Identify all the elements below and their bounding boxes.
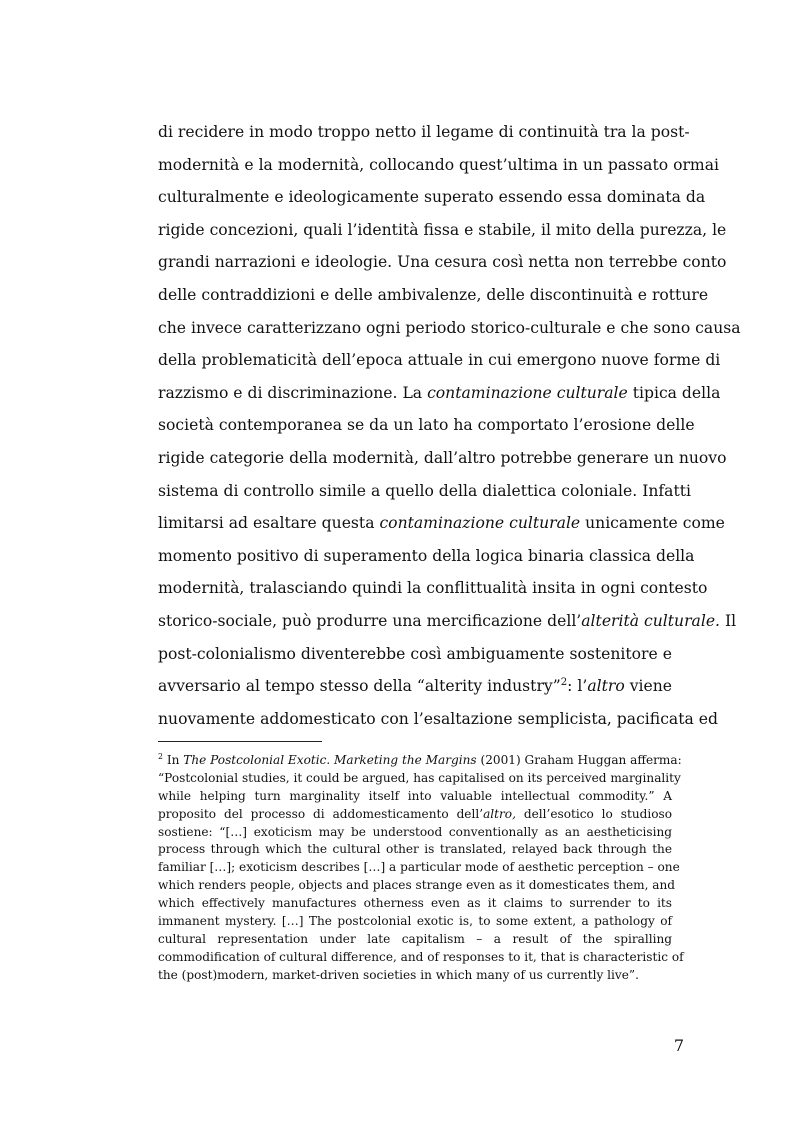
italic-term: contaminazione culturale — [379, 514, 581, 533]
body-line: società contemporanea se da un lato ha comportato l’erosione delle — [158, 416, 695, 435]
italic-term: contaminazione culturale — [427, 383, 628, 402]
body-line: delle contraddizioni e delle ambivalenze, delle discontinuità e rotture — [158, 285, 709, 304]
body-line: modernità e la modernità, collocando quest’ultima in un passato ormai — [158, 155, 719, 174]
body-text-run: unicamente come — [580, 514, 725, 533]
footnote-line — [158, 806, 672, 824]
page-number: 7 — [673, 1036, 684, 1055]
footnote-line: while helping turn marginality itself into valuable intellectual commodity.” A — [158, 788, 672, 803]
footnote-line: familiar […]; exoticism describes […] a particular mode of aesthetic perception – one — [158, 860, 680, 875]
body-line: grandi narrazioni e ideologie. Una cesura così netta non terrebbe conto — [158, 253, 727, 272]
footnote-text-run: In — [163, 753, 184, 767]
footnote-line: the (post)modern, market-driven societies in which many of us currently live”. — [158, 967, 639, 982]
footnote-line: process through which the cultural other is translated, relayed back through the — [158, 842, 672, 857]
footnote — [158, 751, 684, 985]
body-line: modernità, tralasciando quindi la conflittualità insita in ogni contesto — [158, 579, 708, 598]
footnote-line: “Postcolonial studies, it could be argued, has capitalised on its perceived marginality — [158, 770, 681, 785]
body-text-run: viene — [624, 677, 672, 696]
footnote-line: sostiene: “[…] exoticism may be understood conventionally as an aestheticising — [158, 824, 672, 839]
body-line: post-colonialismo diventerebbe così ambiguamente sostenitore e — [158, 644, 672, 663]
body-line: rigide concezioni, quali l’identità fissa e stabile, il mito della purezza, le — [158, 220, 727, 239]
footnote-line: which effectively manufactures otherness even as it claims to surrender to its — [158, 896, 672, 911]
footnote-text-run: dell’esotico lo studioso — [515, 806, 672, 821]
body-line — [158, 507, 725, 540]
body-line: rigide categorie della modernità, dall’altro potrebbe generare un nuovo — [158, 448, 727, 467]
footnote-separator — [158, 741, 322, 742]
footnote-line: immanent mystery. […] The postcolonial exotic is, to some extent, a pathology of — [158, 914, 672, 929]
body-line: momento positivo di superamento della logica binaria classica della — [158, 546, 695, 565]
italic-term: alterità culturale. — [581, 611, 721, 630]
body-line: che invece caratterizzano ogni periodo storico-culturale e che sono causa — [158, 318, 741, 337]
footnote-line: which renders people, objects and places strange even as it domesticates them, and — [158, 878, 676, 893]
body-line: culturalmente e ideologicamente superato essendo essa dominata da — [158, 188, 706, 207]
body-line: sistema di controllo simile a quello della dialettica coloniale. Infatti — [158, 481, 691, 500]
body-text-run: tipica della — [627, 383, 721, 402]
body-line: di recidere in modo troppo netto il legame di continuità tra la post- — [158, 123, 690, 141]
italic-term: altro — [587, 677, 625, 696]
footnote-marker: 2 — [158, 751, 164, 761]
body-line — [158, 670, 672, 703]
body-line: della problematicità dell’epoca attuale in cui emergono nuove forme di — [158, 351, 721, 370]
body-text-run: : l’ — [567, 677, 588, 696]
italic-term: altro, — [483, 806, 516, 821]
body-line — [158, 377, 721, 410]
body-text-run: storico-sociale, può produrre una mercificazione dell’ — [158, 611, 582, 630]
italic-title: The Postcolonial Exotic. Marketing the Margins — [183, 753, 477, 767]
footnote-text-run: (2001) Graham Huggan afferma: — [476, 753, 682, 767]
body-text-run: razzismo e di discriminazione. La — [158, 383, 428, 402]
footnote-text-run: proposito del processo di addomesticamento dell’ — [158, 806, 484, 821]
body-line — [158, 605, 737, 638]
footnote-line: commodification of cultural difference, and of responses to it, that is characteristic of — [158, 949, 684, 964]
body-text-run: Il — [720, 611, 737, 630]
body-text-run: avversario al tempo stesso della “alterity industry” — [158, 677, 561, 696]
body-line: nuovamente addomesticato con l’esaltazione semplicista, pacificata ed — [158, 709, 718, 728]
footnote-line: cultural representation under late capitalism – a result of the spiralling — [158, 931, 672, 946]
footnote-line — [158, 751, 682, 770]
body-text-run: limitarsi ad esaltare questa — [158, 514, 380, 533]
footnote-reference[interactable]: 2 — [560, 676, 568, 688]
main-text — [158, 116, 741, 735]
